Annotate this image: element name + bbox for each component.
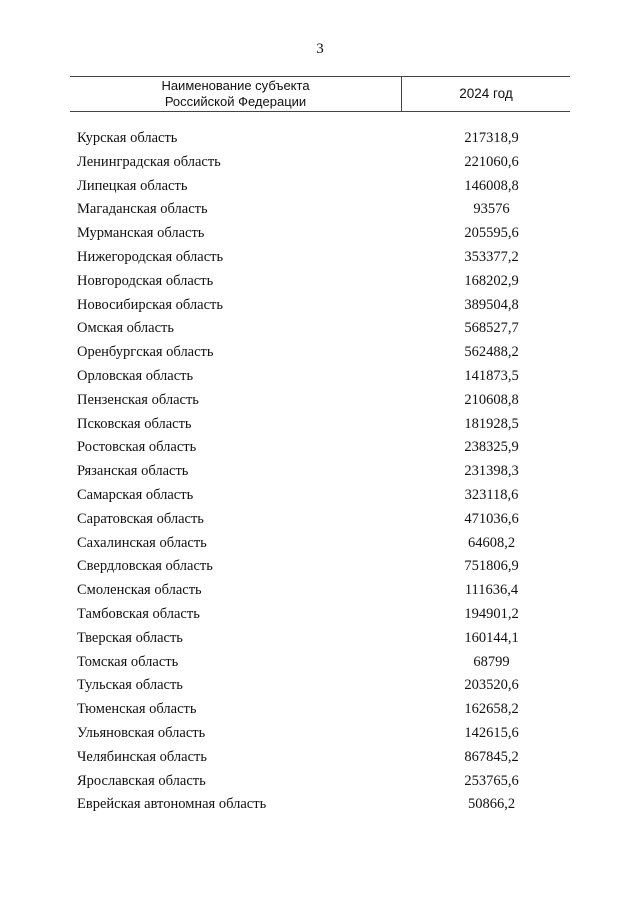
value-2024: 221060,6 [464, 153, 519, 170]
value-2024: 181928,5 [464, 415, 519, 432]
table-row [0, 414, 640, 438]
table-row [0, 723, 640, 747]
table-row [0, 794, 640, 818]
subject-name: Мурманская область [77, 225, 205, 242]
value-2024: 168202,9 [464, 272, 519, 289]
value-2024: 146008,8 [464, 177, 519, 194]
subject-name: Ярославская область [77, 772, 206, 789]
subject-name: Тверская область [77, 629, 183, 646]
subject-name: Магаданская область [77, 201, 208, 218]
subject-name: Нижегородская область [77, 248, 224, 265]
subject-name: Оренбургская область [77, 344, 214, 361]
table-row [0, 152, 640, 176]
table-row [0, 342, 640, 366]
subject-name: Рязанская область [77, 463, 189, 480]
value-2024: 353377,2 [464, 248, 519, 265]
subject-name: Курская область [77, 130, 178, 146]
table-row [0, 461, 640, 485]
subject-name: Ленинградская область [77, 153, 221, 170]
subject-name: Тульская область [77, 677, 183, 694]
value-2024: 253765,6 [464, 772, 519, 789]
value-2024: 323118,6 [464, 486, 519, 503]
subject-name: Омская область [77, 320, 174, 337]
subject-name: Пензенская область [77, 391, 199, 408]
value-2024: 64608,2 [467, 534, 516, 551]
table-row [0, 628, 640, 652]
table-row [0, 675, 640, 699]
value-2024: 160144,1 [464, 629, 519, 646]
table-row [0, 699, 640, 723]
table-row [0, 652, 640, 676]
value-2024: 231398,3 [464, 463, 519, 480]
table-header [70, 76, 570, 112]
value-2024: 142615,6 [464, 724, 519, 741]
value-2024: 50866,2 [467, 796, 516, 813]
page-number: 3 [316, 41, 324, 57]
value-2024: 205595,6 [464, 225, 519, 242]
table-row [0, 485, 640, 509]
table-row [0, 318, 640, 342]
value-2024: 867845,2 [464, 748, 519, 765]
table-row [0, 390, 640, 414]
value-2024: 471036,6 [464, 510, 519, 527]
table-row [0, 366, 640, 390]
value-2024: 68799 [473, 653, 510, 670]
subject-name: Псковская область [77, 415, 192, 432]
table-row [0, 295, 640, 319]
table-row [0, 747, 640, 771]
table-row [0, 223, 640, 247]
value-2024: 751806,9 [464, 558, 519, 575]
value-2024: 389504,8 [464, 296, 519, 313]
subject-name: Новосибирская область [77, 296, 223, 313]
table-row [0, 533, 640, 557]
column-header-year: 2024 год [459, 86, 513, 101]
table-row [0, 509, 640, 533]
subject-name: Ульяновская область [77, 724, 206, 741]
table-row [0, 437, 640, 461]
subject-name: Ростовская область [77, 439, 197, 456]
subject-name: Тамбовская область [77, 605, 200, 622]
subject-name: Смоленская область [77, 582, 202, 599]
table-row [0, 271, 640, 295]
value-2024: 93576 [473, 201, 510, 218]
subject-name: Томская область [77, 653, 179, 670]
table-row [0, 556, 640, 580]
table-body [0, 128, 640, 818]
subject-name: Саратовская область [77, 510, 204, 527]
subject-name: Челябинская область [77, 748, 207, 765]
value-2024: 194901,2 [464, 605, 519, 622]
value-2024: 238325,9 [464, 439, 519, 456]
table-row [0, 771, 640, 795]
value-2024: 217318,9 [464, 130, 519, 146]
table-row [0, 176, 640, 200]
value-2024: 203520,6 [464, 677, 519, 694]
subject-name: Липецкая область [77, 177, 188, 194]
table-row [0, 580, 640, 604]
table-row [0, 604, 640, 628]
value-2024: 162658,2 [464, 701, 519, 718]
table-row [0, 247, 640, 271]
value-2024: 568527,7 [464, 320, 519, 337]
subject-name: Сахалинская область [77, 534, 207, 551]
subject-name: Самарская область [77, 486, 194, 503]
subject-name: Орловская область [77, 367, 194, 384]
value-2024: 111636,4 [464, 582, 519, 599]
table-row [0, 199, 640, 223]
subject-name: Новгородская область [77, 272, 214, 289]
column-header-subject: Наименование субъекта Российской Федерации [70, 77, 402, 111]
subject-name: Тюменская область [77, 701, 197, 718]
subject-name: Еврейская автономная область [77, 796, 267, 813]
value-2024: 562488,2 [464, 344, 519, 361]
value-2024: 141873,5 [464, 367, 519, 384]
value-2024: 210608,8 [464, 391, 519, 408]
subject-name: Свердловская область [77, 558, 213, 575]
table-row [0, 128, 640, 152]
